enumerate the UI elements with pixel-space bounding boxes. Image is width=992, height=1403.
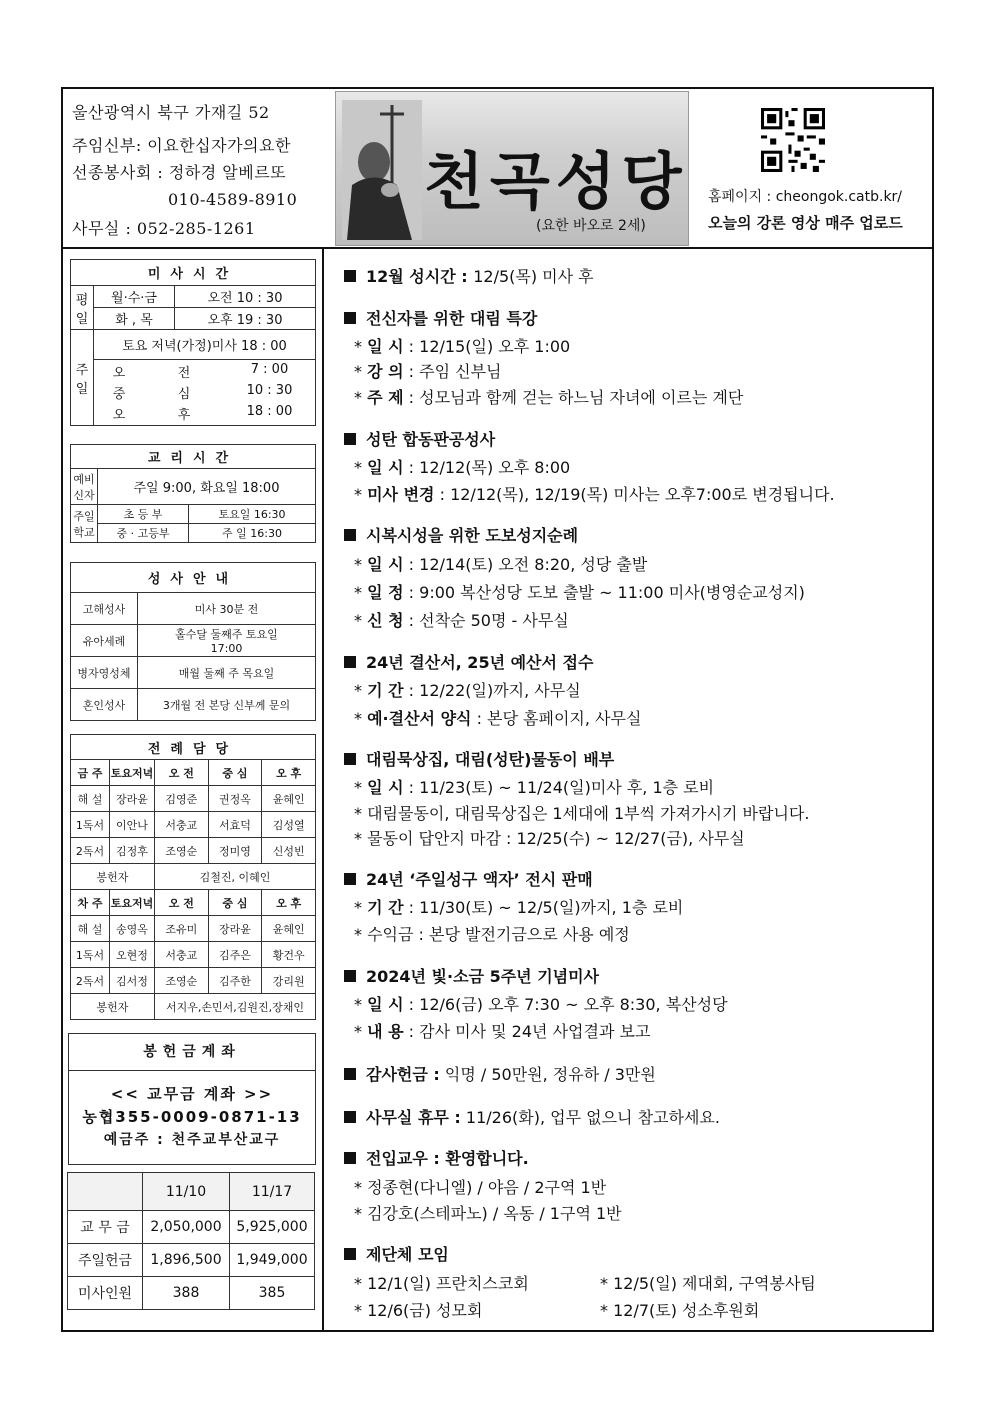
homepage-url: 홈페이지 : cheongok.catb.kr/ [708, 189, 903, 205]
notice-heading: 전신자를 위한 대림 특강 [344, 306, 537, 329]
liturgy-cell: 이안나 [110, 812, 155, 838]
sunday-label: 주일 [71, 330, 94, 426]
liturgy-title: 전례담당 [71, 735, 316, 760]
qr-code-icon [761, 108, 825, 172]
liturgy-header: 오 후 [262, 760, 316, 786]
account-title: 봉헌금계좌 [69, 1034, 315, 1071]
sacrament-info: 3개월 전 본당 신부께 문의 [138, 689, 316, 721]
notice-item: * 미사 변경 : 12/12(목), 12/19(목) 미사는 오후7:00로 변경됩니다. [354, 485, 835, 504]
weekday-label: 평일 [71, 286, 94, 330]
sunday-slot: 전 [177, 366, 191, 381]
notice-item: * 일 정 : 9:00 복산성당 도보 출발 ~ 11:00 미사(병영순교성지) [354, 583, 805, 602]
liturgy-header: 오 전 [155, 760, 209, 786]
square-bullet-icon [344, 270, 356, 282]
notice-heading: 24년 ‘주일성구 액자’ 전시 판매 [344, 867, 593, 890]
offering-account-box [68, 1033, 316, 1165]
liturgy-header: 중 심 [208, 760, 262, 786]
account-line: << 교무금 계좌 >> [110, 1085, 274, 1103]
catechumen-label: 예비신자 [71, 469, 98, 505]
notice-heading: 2024년 빛·소금 5주년 기념미사 [344, 964, 599, 987]
liturgy-cell: 김영준 [155, 786, 209, 812]
catechism-title: 교리시간 [71, 445, 316, 469]
banner-title: 천곡성당 [424, 145, 688, 218]
square-bullet-icon [344, 1248, 356, 1260]
notice-heading: 사무실 휴무 : 11/26(화), 업무 없으니 참고하세요. [344, 1105, 720, 1128]
liturgy-cell: 송영옥 [110, 916, 155, 942]
liturgy-cell: 김주한 [208, 968, 262, 994]
mass-day: 월·수·금 [94, 286, 175, 308]
liturgy-header: 중 심 [208, 890, 262, 916]
date-header: 11/17 [230, 1173, 315, 1211]
school-time: 토요일 16:30 [189, 505, 316, 524]
notice-item: * 김강호(스테파노) / 옥동 / 1구역 1반 [354, 1204, 622, 1223]
mass-times-table [70, 259, 316, 426]
notice-item: * 신 청 : 선착순 50명 - 사무실 [354, 611, 569, 630]
notice-heading: 제단체 모임 [344, 1242, 449, 1265]
stat-label: 주일헌금 [68, 1244, 143, 1277]
notice-item: * 수익금 : 본당 발전기금으로 사용 예정 [354, 925, 630, 944]
notice-heading: 대림묵상집, 대림(성탄)물동이 배부 [344, 747, 614, 770]
liturgy-cell: 서충교 [155, 812, 209, 838]
notice-item: * 정종현(다니엘) / 야음 / 2구역 1반 [354, 1178, 607, 1197]
sacraments-title: 성사안내 [71, 563, 316, 593]
liturgy-cell: 김주은 [208, 942, 262, 968]
liturgy-cell: 서효덕 [208, 812, 262, 838]
notice-item: * 강 의 : 주임 신부님 [354, 362, 502, 381]
pastor: 주임신부: 이요한십자가의요한 [72, 136, 291, 155]
pope-figure-icon [342, 100, 422, 240]
liturgy-cell: 오현정 [110, 942, 155, 968]
notice-item: * 일 시 : 12/6(금) 오후 7:30 ~ 오후 8:30, 복산성당 [354, 995, 728, 1014]
liturgy-cell: 신성빈 [262, 838, 316, 864]
catechumen-time: 주일 9:00, 화요일 18:00 [98, 469, 316, 505]
notice-heading: 감사헌금 : 익명 / 50만원, 정유하 / 3만원 [344, 1062, 656, 1085]
notice-heading: 전입교우 : 환영합니다. [344, 1146, 529, 1169]
school-grade: 중 · 고등부 [98, 524, 189, 543]
liturgy-header: 금 주 [71, 760, 110, 786]
notice-item: * 내 용 : 감사 미사 및 24년 사업결과 보고 [354, 1022, 651, 1041]
liturgy-cell: 서충교 [155, 942, 209, 968]
sacrament-name: 유아세례 [71, 625, 138, 657]
liturgy-cell: 권정옥 [208, 786, 262, 812]
mass-time: 오후 19 : 30 [175, 308, 316, 330]
liturgy-cell: 정미영 [208, 838, 262, 864]
sacraments-table [70, 562, 316, 721]
liturgy-cell: 장라윤 [110, 786, 155, 812]
liturgy-cell: 윤혜인 [262, 916, 316, 942]
sunday-time: 7 : 00 [250, 362, 289, 377]
sunday-slot: 오 [112, 366, 126, 381]
offering-label: 봉헌자 [71, 864, 155, 890]
offering-stats-table [67, 1172, 315, 1310]
liturgy-role: 1독서 [71, 942, 110, 968]
parish-banner [335, 91, 689, 246]
liturgy-cell: 김서정 [110, 968, 155, 994]
mass-day: 화 , 목 [94, 308, 175, 330]
square-bullet-icon [344, 1152, 356, 1164]
sacrament-name: 병자영성체 [71, 657, 138, 689]
stat-value: 2,050,000 [143, 1211, 230, 1244]
square-bullet-icon [344, 1111, 356, 1123]
notice-item: * 대림물동이, 대림묵상집은 1세대에 1부씩 가져가시기 바랍니다. [354, 804, 810, 823]
liturgy-header: 오 후 [262, 890, 316, 916]
notice-item: * 예·결산서 양식 : 본당 홈페이지, 사무실 [354, 709, 642, 728]
date-header: 11/10 [143, 1173, 230, 1211]
account-number: 농협355-0009-0871-13 [82, 1108, 302, 1126]
sacrament-info: 홀수달 둘째주 토요일 17:00 [138, 625, 316, 657]
account-holder: 예금주 : 천주교부산교구 [103, 1132, 281, 1148]
sacrament-name: 혼인성사 [71, 689, 138, 721]
stat-label: 미사인원 [68, 1277, 143, 1310]
notice-heading: 12월 성시간 : 12/5(목) 미사 후 [344, 264, 594, 287]
council-phone: 010-4589-8910 [168, 190, 298, 209]
liturgy-role: 해 설 [71, 786, 110, 812]
sacrament-info: 미사 30분 전 [138, 593, 316, 625]
liturgy-header: 차 주 [71, 890, 110, 916]
liturgy-header: 토요저녁 [110, 890, 155, 916]
notice-item: * 일 시 : 12/12(목) 오후 8:00 [354, 458, 571, 477]
offering-names: 서지우,손민서,김원진,장채인 [155, 994, 316, 1020]
sunday-slot: 후 [177, 408, 191, 423]
school-label: 주일학교 [71, 505, 98, 543]
council: 선종봉사회 : 정하경 알베르또 [72, 163, 287, 182]
stat-value: 1,896,500 [143, 1244, 230, 1277]
notice-item: * 주 제 : 성모님과 함께 걷는 하느님 자녀에 이르는 계단 [354, 388, 744, 407]
square-bullet-icon [344, 753, 356, 765]
liturgy-cell: 윤혜인 [262, 786, 316, 812]
notice-item: * 일 시 : 12/14(토) 오전 8:20, 성당 출발 [354, 555, 648, 574]
stat-label: 교 무 금 [68, 1211, 143, 1244]
sacrament-info: 매월 둘째 주 목요일 [138, 657, 316, 689]
school-time: 주 일 16:30 [189, 524, 316, 543]
square-bullet-icon [344, 529, 356, 541]
offering-label: 봉헌자 [71, 994, 155, 1020]
notice-item: * 기 간 : 11/30(토) ~ 12/5(일)까지, 1층 로비 [354, 898, 684, 917]
school-grade: 초 등 부 [98, 505, 189, 524]
sunday-time: 10 : 30 [246, 383, 293, 398]
office-phone: 사무실 : 052-285-1261 [72, 219, 256, 238]
group-meeting: * 12/6(금) 성모회 [354, 1301, 483, 1320]
square-bullet-icon [344, 656, 356, 668]
sunday-slot: 중 [112, 387, 126, 402]
notice-item: * 일 시 : 12/15(일) 오후 1:00 [354, 337, 571, 356]
stat-value: 1,949,000 [230, 1244, 315, 1277]
address: 울산광역시 북구 가재길 52 [72, 103, 270, 122]
catechism-table [70, 444, 316, 543]
sunday-time: 18 : 00 [246, 404, 293, 419]
saturday-mass: 토요 저녁(가정)미사 18 : 00 [94, 330, 316, 360]
square-bullet-icon [344, 1068, 356, 1080]
group-meeting: * 12/5(일) 제대회, 구역봉사팀 [600, 1274, 816, 1293]
liturgy-cell: 조영순 [155, 838, 209, 864]
stat-value: 388 [143, 1277, 230, 1310]
liturgy-cell: 조영순 [155, 968, 209, 994]
sunday-slot: 오 [112, 408, 126, 423]
liturgy-role: 2독서 [71, 968, 110, 994]
notice-item: * 기 간 : 12/22(일)까지, 사무실 [354, 681, 581, 700]
column-divider [322, 248, 324, 1332]
group-meeting: * 12/7(토) 성소후원회 [600, 1301, 760, 1320]
stat-value: 5,925,000 [230, 1211, 315, 1244]
upload-note: 오늘의 강론 영상 매주 업로드 [708, 214, 903, 232]
liturgy-cell: 강리원 [262, 968, 316, 994]
liturgy-role: 2독서 [71, 838, 110, 864]
square-bullet-icon [344, 312, 356, 324]
notice-heading: 시복시성을 위한 도보성지순례 [344, 523, 578, 546]
mass-time: 오전 10 : 30 [175, 286, 316, 308]
offering-names: 김철진, 이혜인 [155, 864, 316, 890]
liturgy-role: 1독서 [71, 812, 110, 838]
liturgy-role: 해 설 [71, 916, 110, 942]
notice-item: * 일 시 : 11/23(토) ~ 11/24(일)미사 후, 1층 로비 [354, 778, 715, 797]
liturgy-cell: 김정후 [110, 838, 155, 864]
header-divider [61, 247, 934, 249]
liturgy-cell: 김성열 [262, 812, 316, 838]
sacrament-name: 고해성사 [71, 593, 138, 625]
liturgy-cell: 장라윤 [208, 916, 262, 942]
mass-times-title: 미사시간 [71, 260, 316, 286]
liturgy-header: 토요저녁 [110, 760, 155, 786]
square-bullet-icon [344, 433, 356, 445]
notice-heading: 24년 결산서, 25년 예산서 접수 [344, 650, 593, 673]
liturgy-header: 오 전 [155, 890, 209, 916]
liturgy-cell: 황건우 [262, 942, 316, 968]
sunday-slot: 심 [177, 387, 191, 402]
notice-heading: 성탄 합동판공성사 [344, 427, 495, 450]
liturgy-cell: 조유미 [155, 916, 209, 942]
liturgy-table [70, 734, 316, 1020]
notice-item: * 물동이 답안지 마감 : 12/25(수) ~ 12/27(금), 사무실 [354, 829, 745, 848]
banner-subtitle: (요한 바오로 2세) [536, 218, 646, 234]
group-meeting: * 12/1(일) 프란치스코회 [354, 1274, 529, 1293]
stat-value: 385 [230, 1277, 315, 1310]
square-bullet-icon [344, 873, 356, 885]
square-bullet-icon [344, 970, 356, 982]
